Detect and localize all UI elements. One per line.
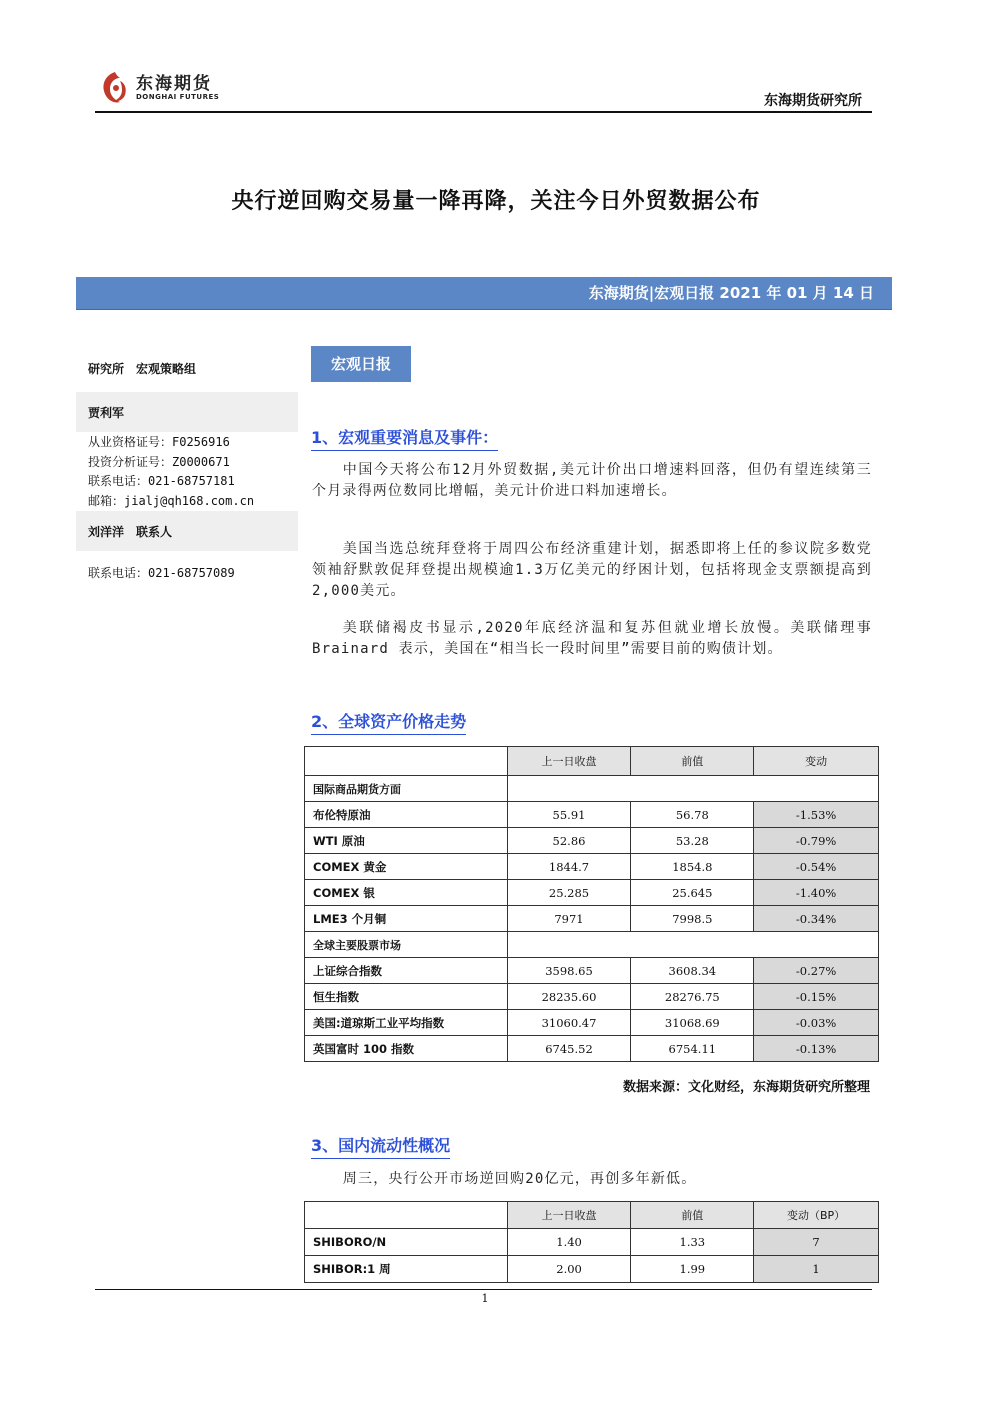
logo-english-name: DONGHAI FUTURES bbox=[136, 93, 220, 101]
change-value: -0.27% bbox=[754, 958, 879, 984]
change-value: 1 bbox=[754, 1256, 879, 1283]
analyst1-qualification: 从业资格证号：F0256916 bbox=[88, 435, 230, 449]
change-value: -0.15% bbox=[754, 984, 879, 1010]
category-row bbox=[305, 932, 879, 958]
col-header-change: 变动 bbox=[754, 747, 879, 776]
data-source-note: 数据来源：文化财经，东海期货研究所整理 bbox=[622, 1080, 870, 1095]
change-value: -0.79% bbox=[754, 828, 879, 854]
prev-value: 28276.75 bbox=[631, 984, 754, 1010]
prev-value: 56.78 bbox=[631, 802, 754, 828]
category-label: 全球主要股票市场 bbox=[305, 932, 508, 958]
close-value: 1.40 bbox=[507, 1229, 631, 1256]
close-value: 28235.60 bbox=[507, 984, 631, 1010]
asset-name: 布伦特原油 bbox=[305, 802, 508, 828]
analyst2-phone: 联系电话：021-68757089 bbox=[88, 566, 235, 580]
asset-name: 英国富时 100 指数 bbox=[305, 1036, 508, 1062]
company-logo bbox=[98, 68, 238, 108]
rate-name: SHIBORO/N bbox=[305, 1229, 508, 1256]
col-header-change: 变动（BP） bbox=[754, 1202, 879, 1229]
close-value: 31060.47 bbox=[507, 1010, 631, 1036]
section1-paragraph-1: 中国今天将公布12月外贸数据,美元计价出口增速料回落，但仍有望连续第三个月录得两位数同比增幅，美元计价进口料加速增长。 bbox=[312, 462, 872, 499]
header-empty-cell bbox=[305, 747, 508, 776]
prev-value: 53.28 bbox=[631, 828, 754, 854]
prev-value: 1854.8 bbox=[631, 854, 754, 880]
change-value: -1.53% bbox=[754, 802, 879, 828]
prev-value: 3608.34 bbox=[631, 958, 754, 984]
asset-name: COMEX 银 bbox=[305, 880, 508, 906]
col-header-prev: 前值 bbox=[631, 747, 754, 776]
close-value: 7971 bbox=[507, 906, 631, 932]
table-row bbox=[305, 1010, 879, 1036]
prev-value: 25.645 bbox=[631, 880, 754, 906]
change-value: -0.13% bbox=[754, 1036, 879, 1062]
asset-price-table bbox=[304, 746, 879, 1062]
change-value: -1.40% bbox=[754, 880, 879, 906]
analyst2-name: 刘洋洋 联系人 bbox=[88, 525, 173, 539]
close-value: 2.00 bbox=[507, 1256, 631, 1283]
prev-value: 1.99 bbox=[631, 1256, 754, 1283]
close-value: 3598.65 bbox=[507, 958, 631, 984]
section3-paragraph: 周三，央行公开市场逆回购20亿元，再创多年新低。 bbox=[342, 1171, 697, 1187]
category-row bbox=[305, 776, 879, 802]
asset-name: 上证综合指数 bbox=[305, 958, 508, 984]
header-divider bbox=[95, 111, 872, 113]
prev-value: 31068.69 bbox=[631, 1010, 754, 1036]
table-header-row bbox=[305, 747, 879, 776]
section1-paragraph-3: 美联储褐皮书显示,2020年底经济温和复苏但就业增长放慢。美联储理事 Brainard 表示，美国在“相当长一段时间里”需要目前的购债计划。 bbox=[312, 620, 872, 657]
change-value: -0.03% bbox=[754, 1010, 879, 1036]
table-header-row bbox=[305, 1202, 879, 1229]
page-number: 1 bbox=[481, 1292, 489, 1305]
asset-name: 恒生指数 bbox=[305, 984, 508, 1010]
change-value: -0.54% bbox=[754, 854, 879, 880]
analyst1-phone: 联系电话：021-68757181 bbox=[88, 474, 235, 488]
table-row bbox=[305, 880, 879, 906]
close-value: 52.86 bbox=[507, 828, 631, 854]
page-title: 央行逆回购交易量一降再降，关注今日外贸数据公布 bbox=[231, 189, 761, 214]
table-row bbox=[305, 1036, 879, 1062]
sidebar-org: 研究所 宏观策略组 bbox=[88, 362, 197, 376]
rate-name: SHIBOR:1 周 bbox=[305, 1256, 508, 1283]
header-empty-cell bbox=[305, 1202, 508, 1229]
table-row bbox=[305, 906, 879, 932]
analyst1-name: 贾利军 bbox=[88, 406, 125, 420]
close-value: 55.91 bbox=[507, 802, 631, 828]
banner-text: 东海期货|宏观日报 2021 年 01 月 14 日 bbox=[588, 284, 874, 302]
table-row bbox=[305, 802, 879, 828]
col-header-close: 上一日收盘 bbox=[507, 1202, 631, 1229]
category-empty-cell bbox=[507, 932, 878, 958]
table-row bbox=[305, 958, 879, 984]
analyst1-email[interactable]: 邮箱：jialj@qh168.com.cn bbox=[88, 493, 255, 508]
close-value: 1844.7 bbox=[507, 854, 631, 880]
asset-name: LME3 个月铜 bbox=[305, 906, 508, 932]
asset-name: WTI 原油 bbox=[305, 828, 508, 854]
logo-chinese-name: 东海期货 bbox=[136, 74, 212, 94]
table-row bbox=[305, 854, 879, 880]
asset-name: COMEX 黄金 bbox=[305, 854, 508, 880]
col-header-prev: 前值 bbox=[631, 1202, 754, 1229]
prev-value: 6754.11 bbox=[631, 1036, 754, 1062]
section1-heading: 1、宏观重要消息及事件： bbox=[311, 425, 498, 451]
change-value: 7 bbox=[754, 1229, 879, 1256]
section3-heading: 3、国内流动性概况 bbox=[311, 1133, 450, 1159]
close-value: 6745.52 bbox=[507, 1036, 631, 1062]
table-row bbox=[305, 984, 879, 1010]
liquidity-table bbox=[304, 1201, 879, 1283]
table-row bbox=[305, 1229, 879, 1256]
category-label: 国际商品期货方面 bbox=[305, 776, 508, 802]
analyst1-invest-cert: 投资分析证号：Z0000671 bbox=[88, 454, 230, 469]
section-tag: 宏观日报 bbox=[311, 346, 411, 382]
table-row bbox=[305, 828, 879, 854]
table-row bbox=[305, 1256, 879, 1283]
col-header-close: 上一日收盘 bbox=[507, 747, 631, 776]
report-banner bbox=[76, 277, 892, 310]
prev-value: 7998.5 bbox=[631, 906, 754, 932]
change-value: -0.34% bbox=[754, 906, 879, 932]
analyst1-details bbox=[88, 433, 254, 511]
category-empty-cell bbox=[507, 776, 878, 802]
section1-paragraph-2: 美国当选总统拜登将于周四公布经济重建计划，据悉即将上任的参议院多数党领袖舒默敦促拜登提出规模逾1.3万亿美元的纾困计划，包括将现金支票额提高到2,000美元。 bbox=[312, 541, 872, 599]
dragon-logo-icon bbox=[98, 69, 132, 107]
header-institute-name: 东海期货研究所 bbox=[764, 93, 862, 109]
prev-value: 1.33 bbox=[631, 1229, 754, 1256]
footer-divider bbox=[95, 1289, 872, 1290]
asset-name: 美国:道琼斯工业平均指数 bbox=[305, 1010, 508, 1036]
close-value: 25.285 bbox=[507, 880, 631, 906]
section2-heading: 2、全球资产价格走势 bbox=[311, 709, 466, 735]
